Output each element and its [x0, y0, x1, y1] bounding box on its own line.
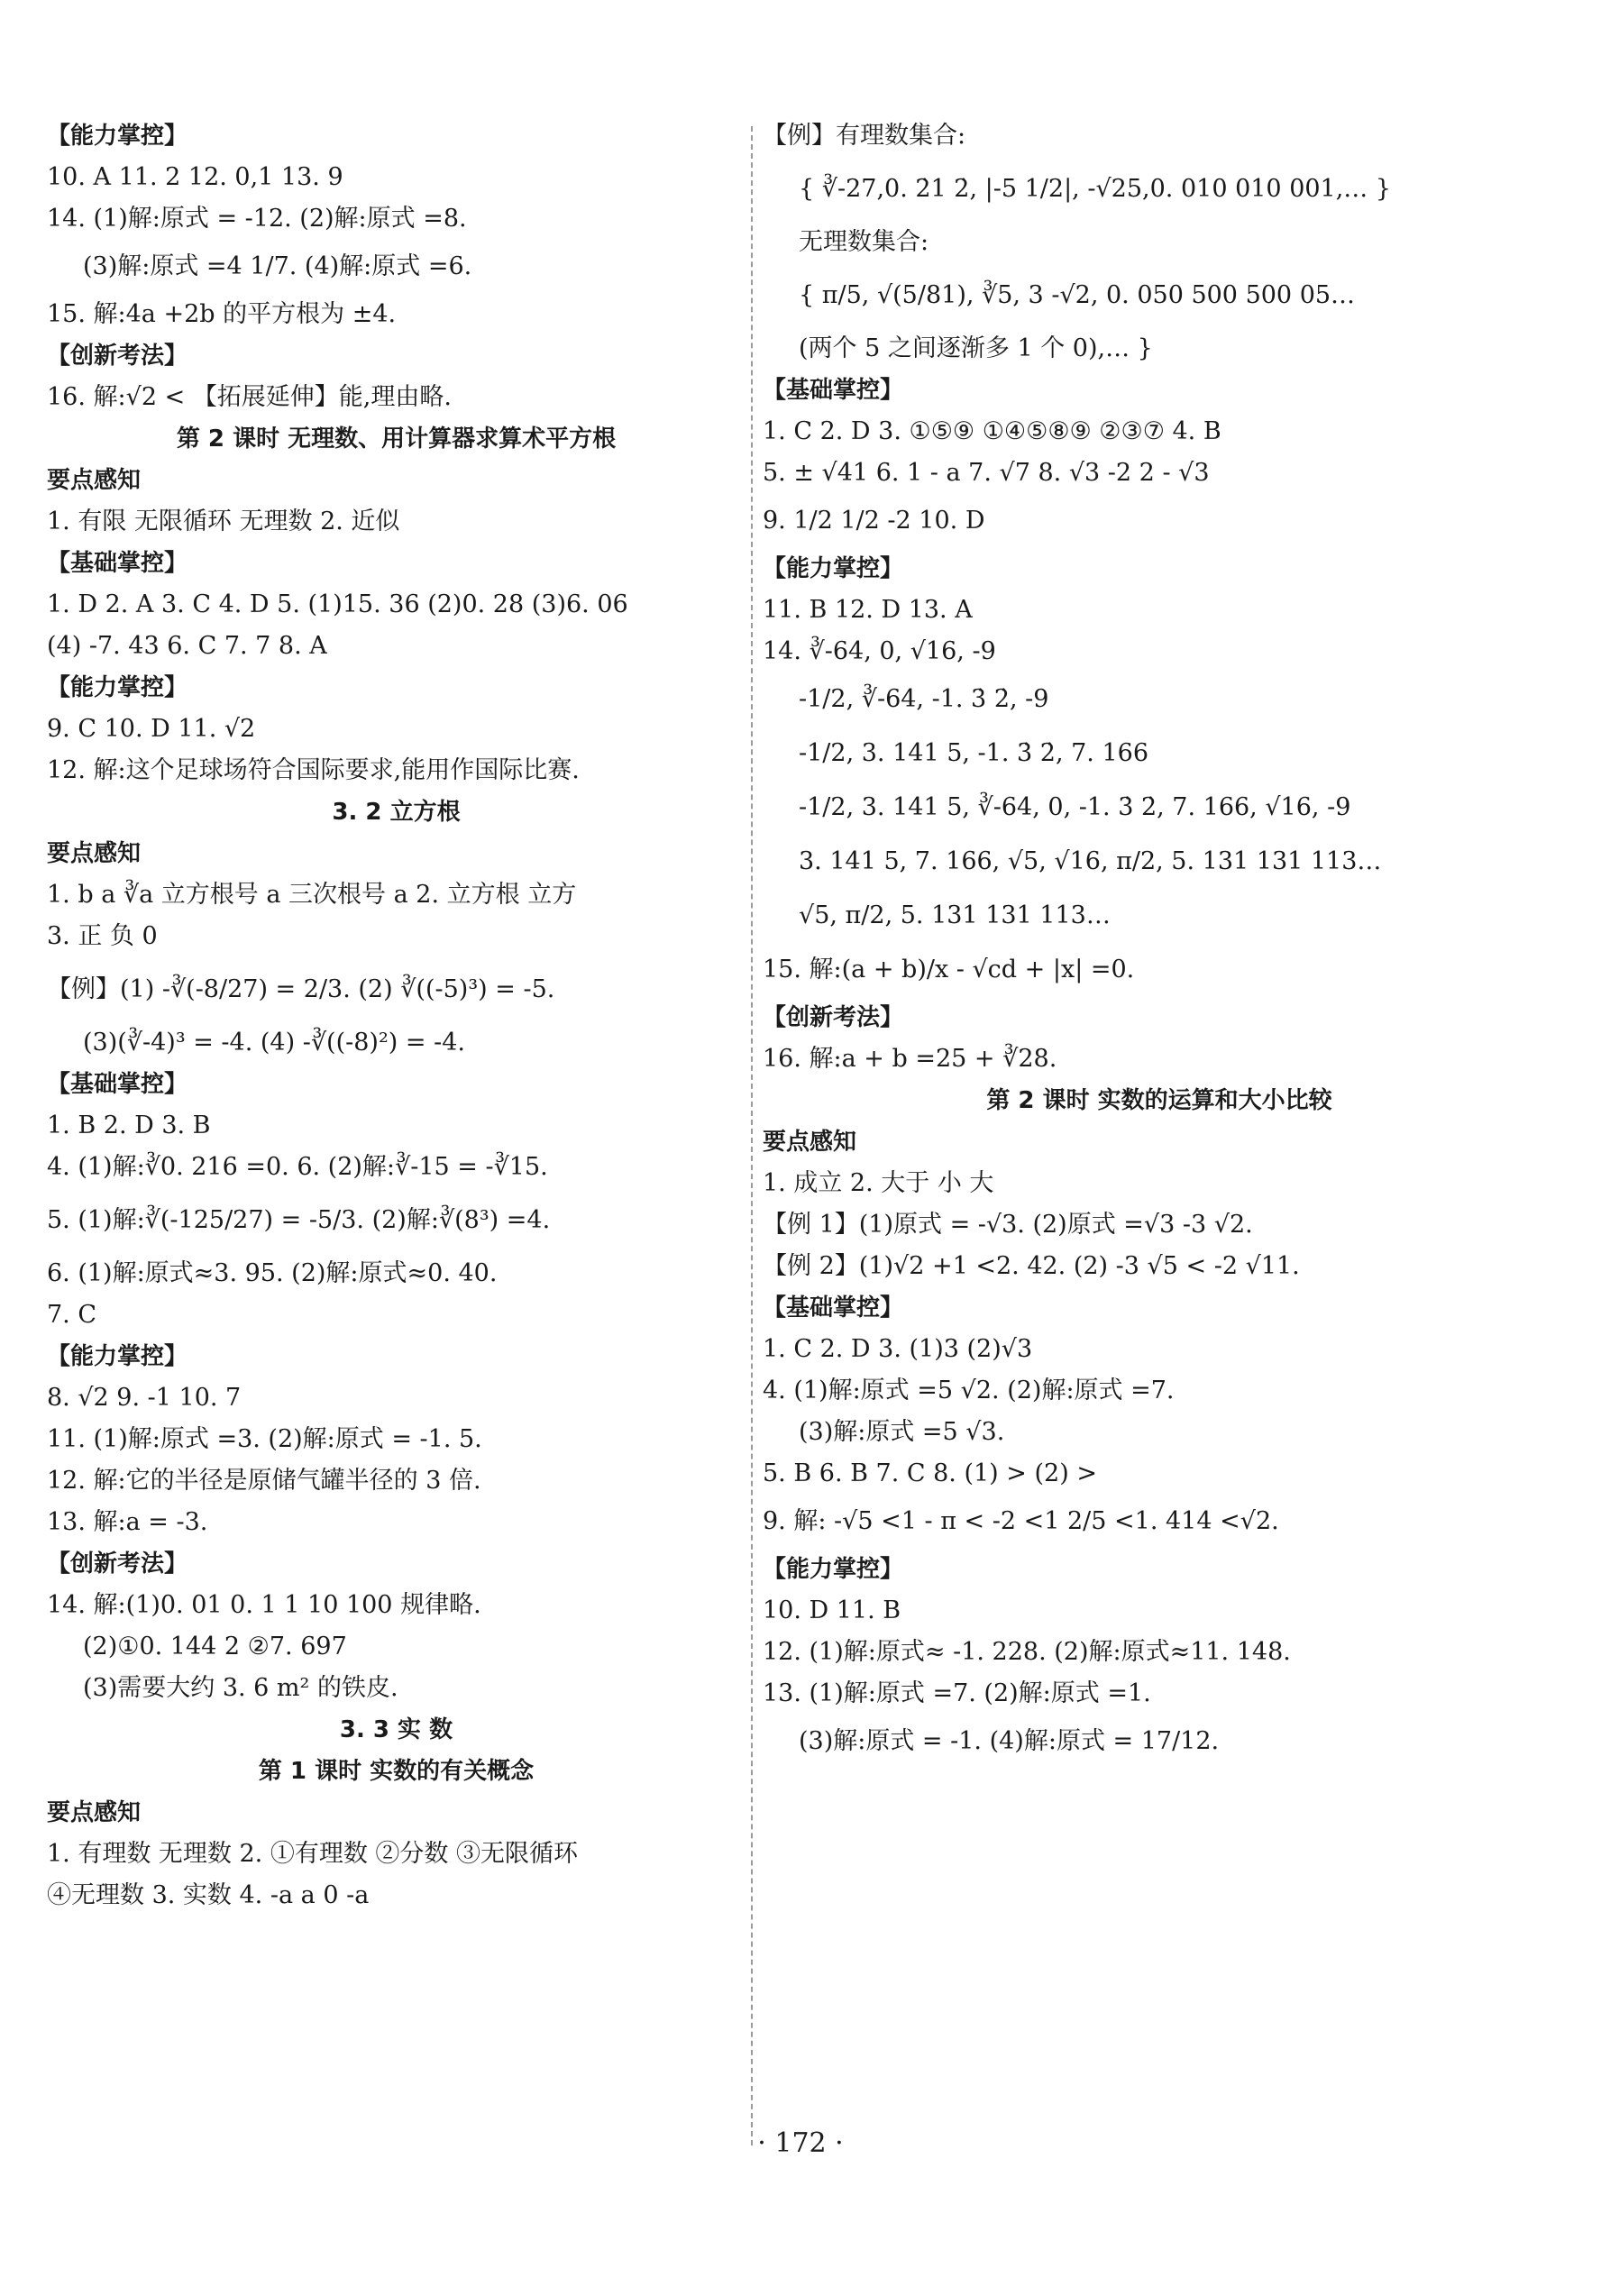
- answer-line: 1. C 2. D 3. ①⑤⑨ ①④⑤⑧⑨ ②③⑦ 4. B: [763, 417, 1221, 445]
- answer-line: 3. 正 负 0: [47, 922, 158, 950]
- answer-line: 3. 141 5, 7. 166, √5, √16, π/2, 5. 131 131 113…: [799, 847, 1382, 875]
- section-heading: 【能力掌控】: [47, 674, 188, 701]
- answer-line: (两个 5 之间逐渐多 1 个 0),… }: [799, 334, 1153, 362]
- answer-line: 1. D 2. A 3. C 4. D 5. (1)15. 36 (2)0. 28 (3)6. 06: [47, 590, 628, 618]
- answer-line: 4. (1)解:原式 =5 √2. (2)解:原式 =7.: [763, 1377, 1175, 1404]
- section-heading: 【能力掌控】: [47, 123, 188, 150]
- answer-line: 1. C 2. D 3. (1)3 (2)√3: [763, 1335, 1033, 1363]
- section-heading: 要点感知: [47, 467, 142, 494]
- section-heading: 【基础掌控】: [47, 550, 188, 577]
- answer-line: -1/2, ∛-64, -1. 3̇ 2̇, -9: [799, 685, 1049, 713]
- answer-line: 无理数集合:: [799, 228, 929, 256]
- answer-line: 7. C: [47, 1301, 97, 1329]
- answer-line: 5. B 6. B 7. C 8. (1) > (2) >: [763, 1459, 1097, 1487]
- answer-line: 5. ± √41 6. 1 - a 7. √7 8. √3 -2 2 - √3: [763, 459, 1210, 487]
- answer-line: 13. 解:a = -3.: [47, 1508, 208, 1536]
- answer-line: 10. D 11. B: [763, 1596, 901, 1624]
- left-column: [47, 115, 746, 1916]
- section-heading: 【基础掌控】: [763, 377, 904, 404]
- answer-line: 15. 解:(a + b)/x - √cd + |x| =0.: [763, 956, 1135, 983]
- section-heading: 第 2 课时 无理数、用计算器求算术平方根: [176, 425, 617, 453]
- answer-line: 9. 解: -√5 <1 - π < -2 <1 2/5 <1. 414 <√2.: [763, 1507, 1279, 1535]
- answer-line: (2)①0. 144 2 ②7. 697: [83, 1633, 347, 1660]
- section-heading: 要点感知: [47, 840, 142, 867]
- answer-line: ④无理数 3. 实数 4. -a a 0 -a: [47, 1881, 370, 1909]
- answer-line: 8. √2 9. -1 10. 7: [47, 1384, 242, 1412]
- answer-line: 1. 成立 2. 大于 小 大: [763, 1169, 994, 1197]
- section-heading: 【能力掌控】: [763, 1556, 904, 1583]
- answer-line: 9. 1/2 1/2 -2 10. D: [763, 507, 985, 535]
- section-heading: 第 1 课时 实数的有关概念: [258, 1758, 535, 1785]
- section-heading: 【能力掌控】: [47, 1343, 188, 1370]
- answer-line: 4. (1)解:∛0. 216 =0. 6. (2)解:∛-15 = -∛15.: [47, 1153, 548, 1181]
- answer-line: 【例 1】(1)原式 = -√3. (2)原式 =√3 -3 √2.: [763, 1211, 1253, 1239]
- answer-line: -1/2, 3. 141 5, -1. 3̇ 2̇, 7. 166: [799, 739, 1148, 767]
- answer-line: 5. (1)解:∛(-125/27) = -5/3. (2)解:∛(8³) =4.: [47, 1206, 551, 1234]
- section-heading: 【创新考法】: [763, 1004, 904, 1031]
- section-heading: 要点感知: [763, 1129, 857, 1156]
- section-heading: 第 2 课时 实数的运算和大小比较: [986, 1087, 1332, 1114]
- section-heading: 3. 2 立方根: [332, 799, 461, 826]
- answer-line: 15. 解:4a +2b 的平方根为 ±4.: [47, 300, 397, 328]
- answer-line: 12. 解:这个足球场符合国际要求,能用作国际比赛.: [47, 756, 580, 784]
- answer-line: (4) -7. 43 6. C 7. 7 8. A: [47, 632, 327, 660]
- answer-line: (3)解:原式 = -1. (4)解:原式 = 17/12.: [799, 1727, 1220, 1755]
- answer-line: (3)解:原式 =4 1/7. (4)解:原式 =6.: [83, 252, 472, 280]
- answer-line: (3)需要大约 3. 6 m² 的铁皮.: [83, 1674, 398, 1702]
- answer-line: 【例】有理数集合:: [763, 122, 966, 150]
- page-number: · 172 ·: [757, 2127, 844, 2159]
- column-divider: [751, 126, 753, 2145]
- answer-line: 12. 解:它的半径是原储气罐半径的 3 倍.: [47, 1467, 481, 1495]
- answer-line: 1. B 2. D 3. B: [47, 1111, 211, 1139]
- answer-line: 1. b a ∛a 立方根号 a 三次根号 a 2. 立方根 立方: [47, 881, 577, 909]
- answer-line: 9. C 10. D 11. √2: [47, 715, 256, 743]
- answer-line: 10. A 11. 2 12. 0,1 13. 9: [47, 163, 343, 191]
- answer-line: 16. 解:a + b =25 + ∛28.: [763, 1045, 1057, 1073]
- section-heading: 要点感知: [47, 1799, 142, 1826]
- answer-line: { π/5, √(5/81), ∛5, 3 -√2, 0. 050 500 500 05…: [799, 281, 1356, 309]
- section-heading: 【创新考法】: [47, 343, 188, 370]
- answer-line: √5, π/2, 5. 131 131 113…: [799, 901, 1111, 929]
- answer-line: 11. B 12. D 13. A: [763, 596, 973, 624]
- answer-line: 1. 有理数 无理数 2. ①有理数 ②分数 ③无限循环: [47, 1840, 579, 1868]
- answer-line: 12. (1)解:原式≈ -1. 228. (2)解:原式≈11. 148.: [763, 1638, 1291, 1666]
- answer-line: 14. (1)解:原式 = -12. (2)解:原式 =8.: [47, 205, 467, 233]
- answer-line: 16. 解:√2 < 【拓展延伸】能,理由略.: [47, 383, 452, 411]
- answer-line: { ∛-27,0. 2̇1 2̇, |-5 1/2|, -√25,0. 010 010 001,… }: [799, 175, 1392, 203]
- answer-line: 6. (1)解:原式≈3. 95. (2)解:原式≈0. 40.: [47, 1259, 498, 1287]
- section-heading: 【能力掌控】: [763, 555, 904, 582]
- answer-line: -1/2, 3. 141 5, ∛-64, 0, -1. 3̇ 2̇, 7. 166, √16, -9: [799, 793, 1351, 821]
- answer-line: 【例】(1) -∛(-8/27) = 2/3. (2) ∛((-5)³) = -5.: [47, 975, 555, 1003]
- answer-line: 1. 有限 无限循环 无理数 2. 近似: [47, 508, 400, 535]
- answer-line: 13. (1)解:原式 =7. (2)解:原式 =1.: [763, 1679, 1151, 1707]
- right-column: [763, 115, 1556, 1769]
- answer-line: 14. 解:(1)0. 01 0. 1 1 10 100 规律略.: [47, 1591, 481, 1619]
- answer-line: (3)(∛-4)³ = -4. (4) -∛((-8)²) = -4.: [83, 1029, 465, 1057]
- answer-line: 11. (1)解:原式 =3. (2)解:原式 = -1. 5.: [47, 1425, 482, 1453]
- section-heading: 3. 3 实 数: [339, 1716, 453, 1743]
- section-heading: 【创新考法】: [47, 1550, 188, 1578]
- answer-line: 14. ∛-64, 0, √16, -9: [763, 637, 996, 665]
- answer-line: (3)解:原式 =5 √3.: [799, 1418, 1005, 1446]
- section-heading: 【基础掌控】: [763, 1294, 904, 1322]
- section-heading: 【基础掌控】: [47, 1071, 188, 1098]
- answer-line: 【例 2】(1)√2 +1 <2. 42. (2) -3 √5 < -2 √11.: [763, 1252, 1300, 1280]
